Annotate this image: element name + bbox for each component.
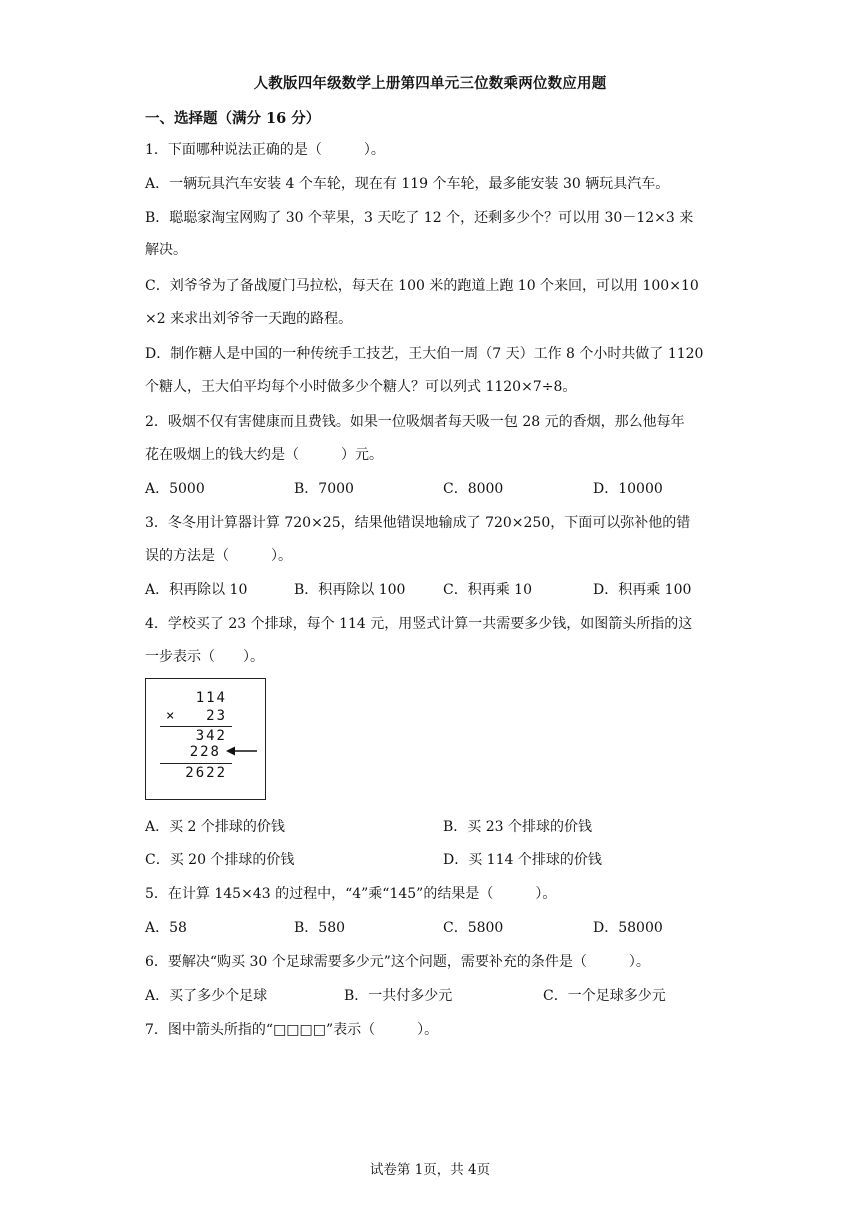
question-5-option-d: D．58000 [593,920,663,936]
calc-rule-2 [160,763,232,764]
calc-partial-product-1: 342 [195,728,227,744]
question-1-stem: 1．下面哪种说法正确的是（ ）。 [145,142,385,158]
question-2-option-a: A．5000 [145,481,205,497]
question-4-option-c: C．买 20 个排球的价钱 [145,852,295,868]
question-5-stem: 5．在计算 145×43 的过程中，“4”乘“145”的结果是（ ）。 [145,886,557,902]
question-2-stem: 2．吸烟不仅有害健康而且费钱。如果一位吸烟者每天吸一包 28 元的香烟，那么他每年 [145,414,685,430]
left-arrow-icon [226,746,258,756]
vertical-multiplication-figure [145,678,266,800]
question-1-option-b: B．聪聪家淘宝网购了 30 个苹果，3 天吃了 12 个，还剩多少个？可以用 30－12×3 来 [145,210,694,226]
question-3-option-c: C．积再乘 10 [443,582,532,598]
question-6-option-c: C．一个足球多少元 [543,988,666,1004]
question-6-option-b: B．一共付多少元 [344,988,453,1004]
calc-multiplier: 23 [206,708,227,724]
question-1-option-b-cont: 解决。 [145,242,187,258]
question-3-stem-cont: 误的方法是（ ）。 [145,548,292,564]
question-1-option-d-cont: 个糖人，王大伯平均每个小时做多少个糖人？可以列式 1120×7÷8。 [145,379,577,395]
page-title: 人教版四年级数学上册第四单元三位数乘两位数应用题 [253,75,607,92]
question-7-stem: 7．图中箭头所指的“□□□□”表示（ ）。 [145,1022,439,1038]
question-1-option-c: C．刘爷爷为了备战厦门马拉松，每天在 100 米的跑道上跑 10 个来回，可以用 100×10 [145,278,699,294]
question-6-option-a: A．买了多少个足球 [145,988,268,1004]
calc-operator: × [166,708,175,724]
question-4-option-d: D．买 114 个排球的价钱 [443,852,602,868]
question-1-option-a: A．一辆玩具汽车安装 4 个车轮，现在有 119 个车轮，最多能安装 30 辆玩具汽车。 [145,176,670,192]
question-1-option-d: D．制作糖人是中国的一种传统手工技艺，王大伯一周（7 天）工作 8 个小时共做了 1120 [145,346,704,362]
calc-multiplicand: 114 [195,690,227,706]
question-5-option-a: A．58 [145,920,187,936]
question-6-stem: 6．要解决“购买 30 个足球需要多少元”这个问题，需要补充的条件是（ ）。 [145,954,650,970]
calc-rule-1 [160,726,232,727]
question-3-option-a: A．积再除以 10 [145,582,248,598]
question-2-option-c: C．8000 [443,481,504,497]
question-4-option-b: B．买 23 个排球的价钱 [443,819,593,835]
question-3-option-b: B．积再除以 100 [294,582,406,598]
question-2-option-b: B．7000 [294,481,354,497]
calc-product: 2622 [185,765,227,781]
question-3-option-d: D．积再乘 100 [593,582,692,598]
question-5-option-c: C．5800 [443,920,504,936]
question-5-option-b: B．580 [294,920,346,936]
section-heading: 一、选择题（满分 16 分） [145,110,321,127]
question-3-stem: 3．冬冬用计算器计算 720×25，结果他错误地输成了 720×250，下面可以弥补他的错 [145,515,691,531]
question-4-stem-cont: 一步表示（ ）。 [145,649,264,665]
question-4-stem: 4．学校买了 23 个排球，每个 114 元，用竖式计算一共需要多少钱，如图箭头所指的这 [145,616,693,632]
question-1-option-c-cont: ×2 来求出刘爷爷一天跑的路程。 [145,311,353,327]
question-2-stem-cont: 花在吸烟上的钱大约是（ ）元。 [145,447,383,463]
page-footer: 试卷第 1页，共 4页 [369,1162,491,1178]
question-4-option-a: A．买 2 个排球的价钱 [145,819,285,835]
calc-partial-product-2: 228 [189,744,221,760]
question-2-option-d: D．10000 [593,481,663,497]
